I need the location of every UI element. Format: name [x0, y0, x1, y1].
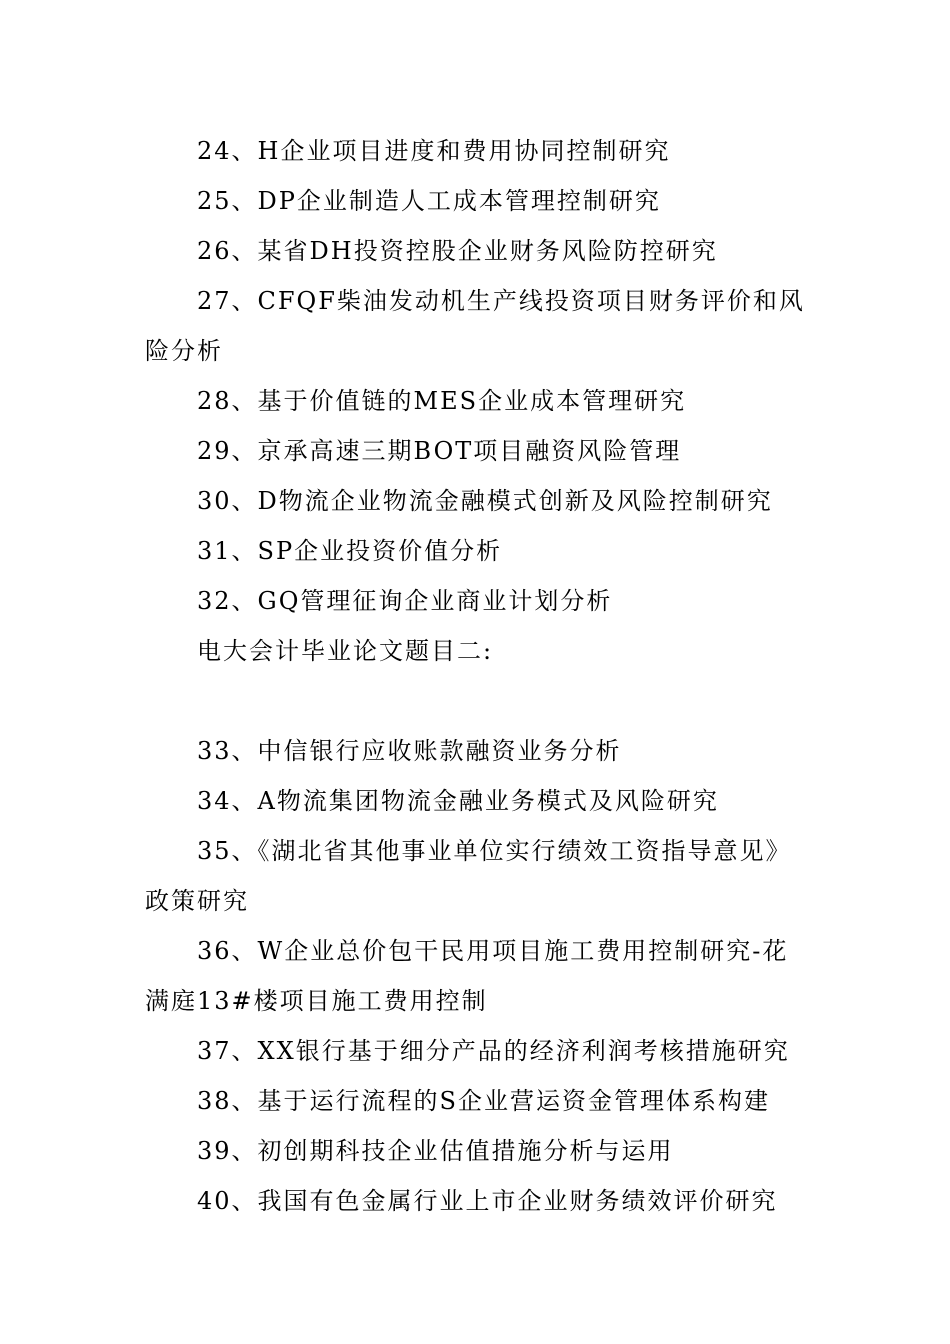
list-item: 33、中信银行应收账款融资业务分析 — [197, 737, 622, 765]
section-heading: 电大会计毕业论文题目二: — [197, 637, 494, 665]
list-item: 35、《湖北省其他事业单位实行绩效工资指导意见》政策研究 — [145, 837, 792, 915]
blank-line — [145, 676, 805, 726]
list-item: 26、某省DH投资控股企业财务风险防控研究 — [197, 237, 718, 265]
list-item: 31、SP企业投资价值分析 — [197, 537, 503, 565]
list-item: 36、W企业总价包干民用项目施工费用控制研究-花满庭13#楼项目施工费用控制 — [145, 937, 789, 1015]
list-item: 29、京承高速三期BOT项目融资风险管理 — [197, 437, 682, 465]
list-item: 39、初创期科技企业估值措施分析与运用 — [197, 1137, 674, 1165]
list-item: 25、DP企业制造人工成本管理控制研究 — [197, 187, 661, 215]
list-item: 34、A物流集团物流金融业务模式及风险研究 — [197, 787, 719, 815]
list-item: 28、基于价值链的MES企业成本管理研究 — [197, 387, 687, 415]
document-body — [145, 126, 805, 1226]
list-item: 30、D物流企业物流金融模式创新及风险控制研究 — [197, 487, 773, 515]
list-item: 40、我国有色金属行业上市企业财务绩效评价研究 — [197, 1187, 778, 1215]
list-item: 24、H企业项目进度和费用协同控制研究 — [197, 137, 671, 165]
list-item: 38、基于运行流程的S企业营运资金管理体系构建 — [197, 1087, 770, 1115]
list-item: 27、CFQF柴油发动机生产线投资项目财务评价和风险分析 — [145, 287, 805, 365]
list-item: 32、GQ管理征询企业商业计划分析 — [197, 587, 613, 615]
list-item: 37、XX银行基于细分产品的经济利润考核措施研究 — [197, 1037, 790, 1065]
